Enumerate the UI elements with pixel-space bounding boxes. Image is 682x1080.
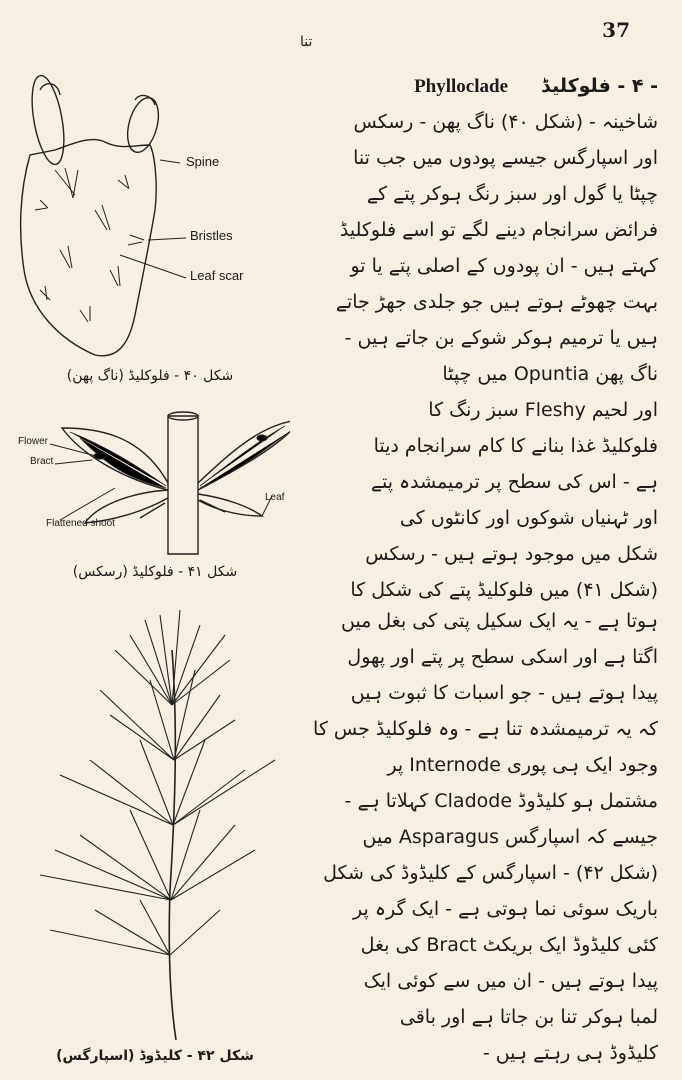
label-bristles: Bristles	[190, 228, 233, 243]
label-leaf-scar: Leaf scar	[190, 268, 244, 283]
text-line: لمبا ہوکر تنا بن جاتا ہے اور باقی	[399, 1006, 658, 1028]
figure-opuntia	[0, 60, 280, 400]
asparagus-drawing	[20, 610, 280, 1040]
running-head: تنا	[300, 34, 313, 50]
text-line: پیدا ہوتے ہیں - جو اسبات کا ثبوت ہیں	[350, 682, 658, 704]
text-line: ہیں یا ترمیم ہوکر شوکے بن جاتے ہیں -	[344, 327, 658, 349]
text-line: چپٹا یا گول اور سبز رنگ ہوکر پتے کے	[366, 183, 658, 205]
heading-latin: Phylloclade	[414, 76, 509, 97]
text-line: اگتا ہے اور اسکی سطح پر پتے اور پھول	[347, 646, 658, 668]
text-line: فلوکلیڈ غذا بنانے کا کام سرانجام دیتا	[373, 435, 658, 457]
text-line: اور ٹہنیاں شوکوں اور کانٹوں کی	[399, 507, 658, 529]
label-spine: Spine	[186, 154, 220, 169]
text-line: کلیڈوڈ ہی رہتے ہیں -	[482, 1042, 658, 1064]
figure-ruscus	[0, 408, 290, 593]
text-line: شکل میں موجود ہوتے ہیں - رسکس	[365, 543, 658, 565]
text-line: شاخینہ - (شکل ۴۰) ناگ پھن - رسکس	[353, 111, 658, 133]
text-line: بہت چھوٹے ہوتے ہیں جو جلدی جھڑ جاتے	[335, 291, 658, 313]
text-line: اور اسپارگس جیسے پودوں میں جب تنا	[353, 147, 658, 169]
label-leaf: Leaf	[265, 492, 285, 503]
text-line: مشتمل ہو کلیڈوڈ Cladode کہلاتا ہے -	[344, 790, 658, 812]
text-line: کئی کلیڈوڈ ایک بریکٹ Bract کی بغل	[360, 934, 658, 956]
label-flattened-shoot: Flattened shoot	[46, 518, 115, 529]
label-flower: Flower	[18, 436, 49, 447]
text-line: اور لحیم Fleshy سبز رنگ کا	[428, 399, 658, 421]
figure-42-caption: شکل ۴۲ - کلیڈوڈ (اسپارگس)	[56, 1048, 254, 1064]
text-line: کہ یہ ترمیمشدہ تنا ہے - وہ فلوکلیڈ جس کا	[313, 718, 658, 740]
text-line: فرائض سرانجام دینے لگے تو اسے فلوکلیڈ	[339, 219, 658, 241]
text-line: ہے - اس کی سطح پر ترمیمشدہ پتے	[370, 471, 658, 493]
right-text-column	[288, 68, 658, 608]
text-line: کہتے ہیں - ان پودوں کے اصلی پتے یا تو	[350, 255, 658, 277]
text-line: پیدا ہوتے ہیں - ان میں سے کوئی ایک	[363, 970, 658, 992]
page-number: 37	[602, 18, 630, 42]
text-line: (شکل ۴۲) - اسپارگس کے کلیڈوڈ کی شکل	[323, 862, 658, 884]
text-line: جیسے کہ اسپارگس Asparagus میں	[362, 826, 658, 848]
text-line: باریک سوئی نما ہوتی ہے - ایک گرہ پر	[353, 898, 658, 920]
label-bract: Bract	[30, 456, 54, 467]
text-line: (شکل ۴۱) میں فلوکلیڈ پتے کی شکل کا	[350, 579, 658, 601]
ruscus-drawing	[0, 408, 290, 558]
figure-41-caption: شکل ۴۱ - فلوکلیڈ (رسکس)	[72, 564, 238, 580]
lower-text-block	[288, 603, 658, 1071]
heading-urdu: - ۴ - فلوکلیڈ	[541, 75, 658, 97]
opuntia-drawing	[0, 60, 280, 360]
text-line: ناگ پھن Opuntia میں چپٹا	[442, 363, 658, 385]
section-heading	[288, 68, 658, 104]
figure-asparagus	[20, 610, 290, 1075]
figure-40-caption: شکل ۴۰ - فلوکلیڈ (ناگ پھن)	[66, 368, 234, 384]
text-line: وجود ایک ہی پوری Internode پر	[387, 754, 658, 776]
text-line: ہوتا ہے - یہ ایک سکیل پتی کی بغل میں	[341, 610, 658, 632]
